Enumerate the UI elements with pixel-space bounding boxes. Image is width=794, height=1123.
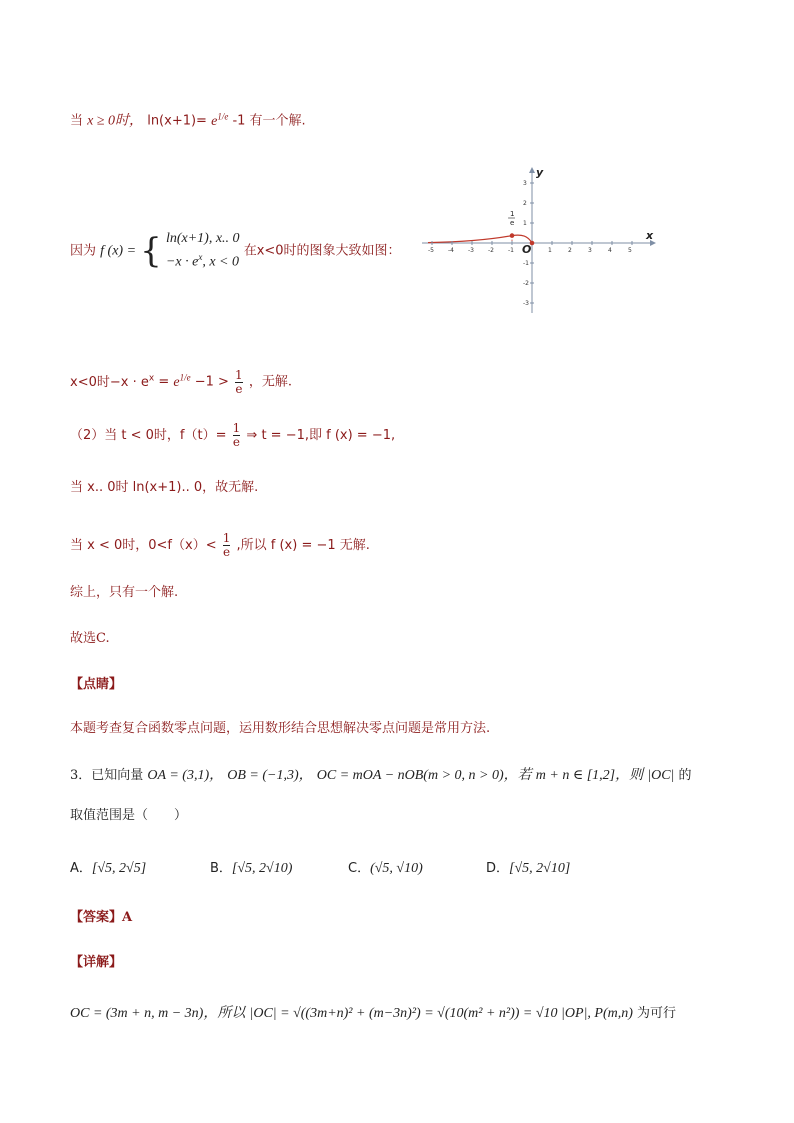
math-text: |OC| = √((3m+n)² + (m−3n)²) = √(10(m² + n²)) = √10 |OP|, P(m,n)	[249, 1006, 633, 1021]
choice-label: A．	[70, 861, 92, 876]
choice-a	[70, 857, 146, 877]
fraction-num: 1	[222, 531, 231, 545]
origin-label: O	[522, 243, 532, 256]
x-tick-label: -3	[468, 247, 474, 254]
line-1	[70, 106, 306, 132]
y-tick-label: 1	[523, 220, 527, 227]
math-base: e	[173, 374, 180, 390]
y-axis-label: y	[536, 166, 544, 179]
choice-value: [√5, 2√10)	[231, 861, 293, 876]
math-power	[173, 372, 191, 390]
line-10	[70, 719, 490, 739]
x-tick-label: -1	[508, 247, 514, 254]
choice-b	[210, 857, 292, 877]
y-tick-label: -2	[523, 280, 529, 287]
point-label-den: e	[510, 219, 515, 227]
case-2-exp: x	[198, 252, 203, 262]
text: ,所以 f (x) = −1 无解.	[236, 538, 370, 553]
text: 当	[70, 113, 84, 129]
math-a	[70, 375, 154, 390]
text: 取值范围是（ ）	[70, 808, 188, 823]
brace: {	[140, 230, 162, 271]
math-base: e	[211, 113, 218, 129]
x-axis-label: x	[646, 229, 654, 242]
abs-oc: |OC|	[647, 768, 675, 783]
piecewise-function	[140, 230, 239, 272]
choice-label: C．	[348, 861, 371, 876]
line-8	[70, 629, 110, 649]
curve	[428, 235, 532, 243]
y-tick-label: -1	[523, 260, 529, 267]
answer-title: 【答案】	[70, 910, 123, 925]
text: 综上，只有一个解.	[70, 585, 179, 600]
math-ln: ln(x+1)=	[147, 113, 207, 129]
text: x<0时−x · e	[70, 374, 149, 390]
choice-label: B．	[210, 861, 232, 876]
math-fx: f (x) =	[100, 243, 137, 259]
case-2-tail: , x < 0	[202, 254, 239, 270]
x-tick-label: 4	[608, 247, 612, 254]
exp: x	[148, 373, 155, 384]
case-2	[166, 248, 240, 272]
fraction-den: e	[232, 435, 241, 449]
vector-ob: OB = (−1,3)，	[227, 768, 313, 783]
answer	[70, 908, 132, 928]
text: -1 有一个解.	[232, 113, 306, 129]
line-3	[70, 367, 292, 396]
math-condition: x ≥ 0时，	[87, 113, 144, 129]
piecewise-cases	[166, 230, 240, 272]
choice-value: [√5, 2√5]	[91, 861, 147, 876]
text: 的	[678, 768, 692, 783]
section-title: 【点睛】	[70, 677, 123, 692]
y-tick-label: 3	[523, 180, 527, 187]
fraction-den: e	[235, 381, 243, 396]
question-3-cont	[70, 806, 187, 826]
vector-oc: OC = mOA − nOB(m > 0, n > 0)，若	[316, 768, 532, 783]
x-tick-label: -2	[488, 247, 494, 254]
y-axis-arrow	[529, 167, 535, 173]
section-dianjing	[70, 675, 122, 695]
y-tick-label: -3	[523, 300, 529, 307]
x-tick-label: -5	[428, 247, 434, 254]
fraction	[223, 532, 231, 559]
x-tick-label: 5	[628, 247, 632, 254]
math-exponent: 1/e	[179, 372, 191, 382]
text: 当 x < 0时，0<f（x）<	[70, 538, 217, 553]
fraction	[235, 369, 243, 396]
point-max	[510, 233, 515, 238]
choice-value: (√5, √10)	[370, 861, 423, 876]
text: 故选C.	[70, 631, 110, 646]
x-tick-label: 2	[568, 247, 572, 254]
fraction-den: e	[223, 545, 231, 559]
text: −1 >	[194, 374, 229, 390]
line-4	[70, 422, 395, 449]
math-exponent: 1/e	[217, 111, 229, 121]
case-1: ln(x+1), x.. 0	[165, 231, 240, 246]
choice-label: D．	[486, 861, 510, 876]
choice-value: [√5, 2√10]	[509, 861, 571, 876]
text: 当 x.. 0时 ln(x+1).. 0，故无解.	[70, 480, 259, 495]
point-label-num: 1	[510, 210, 515, 218]
section-title: 【详解】	[70, 955, 123, 970]
question-3	[70, 766, 692, 786]
line-6	[70, 532, 370, 559]
line-7	[70, 583, 178, 603]
line-5	[70, 478, 258, 498]
fraction-num: 1	[235, 367, 243, 382]
fraction	[233, 422, 241, 449]
text: 在x<0时的图象大致如图：	[243, 243, 401, 259]
y-tick-label: 2	[523, 200, 527, 207]
text: ，无解.	[248, 374, 292, 390]
math-text: OC = (3m + n, m − 3n)，所以	[70, 1006, 246, 1021]
text: 因为	[70, 243, 97, 259]
text: 本题考查复合函数零点问题，运用数形结合思想解决零点问题是常用方法.	[70, 721, 491, 736]
solution-line	[70, 1004, 676, 1024]
fraction-num: 1	[232, 421, 241, 435]
text: =	[158, 374, 174, 390]
text: ⇒ t = −1,即 f (x) = −1,	[246, 428, 396, 443]
vector-oa: OA = (3,1)，	[147, 768, 224, 783]
choice-c	[348, 857, 423, 877]
section-xiangjie	[70, 953, 122, 973]
function-graph	[418, 163, 658, 315]
x-tick-label: 3	[588, 247, 592, 254]
text: 3．已知向量	[70, 768, 144, 783]
x-tick-label: -4	[448, 247, 454, 254]
math-power	[211, 111, 229, 129]
condition: m + n ∈ [1,2]，则	[535, 768, 644, 783]
text: （2）当 t < 0时，f（t）=	[70, 428, 227, 443]
text: 为可行	[637, 1006, 677, 1021]
case-2-text: −x · e	[165, 254, 199, 270]
answer-value: A	[122, 910, 133, 925]
line-2	[70, 230, 401, 272]
choice-d	[486, 857, 570, 877]
x-tick-label: 1	[548, 247, 552, 254]
